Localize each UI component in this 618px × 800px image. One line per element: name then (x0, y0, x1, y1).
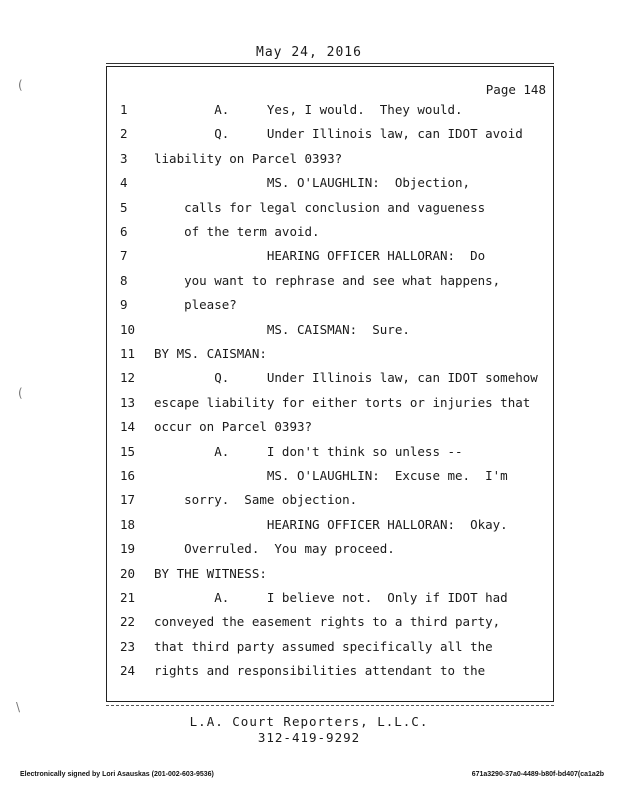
transcript-line (106, 126, 554, 146)
line-number: 10 (120, 321, 136, 337)
line-text: rights and responsibilities attendant to the (154, 663, 486, 679)
transcript-line (106, 492, 554, 512)
line-text: conveyed the easement rights to a third party, (154, 614, 501, 630)
line-text: A. Yes, I would. They would. (154, 102, 463, 117)
line-text: Q. Under Illinois law, can IDOT somehow (154, 370, 538, 386)
line-number: 15 (120, 443, 136, 459)
electronic-signature: Electronically signed by Lori Asauskas (201-002-603-9536) (20, 771, 214, 778)
line-text: escape liability for either torts or injuries that (154, 394, 531, 410)
line-number: 13 (120, 394, 136, 410)
document-hash: 671a3290-37a0-4489-b80f-bd407(ca1a2b (471, 771, 604, 778)
transcript-line (106, 248, 554, 268)
line-text: A. I believe not. Only if IDOT had (154, 590, 508, 605)
line-text: HEARING OFFICER HALLORAN: Do (154, 248, 486, 264)
scan-mark-icon: ( (18, 386, 23, 400)
line-number: 16 (120, 468, 136, 483)
line-number: 23 (120, 638, 136, 654)
line-number: 24 (120, 663, 136, 679)
line-number: 20 (120, 565, 136, 581)
date-header: May 24, 2016 (256, 45, 362, 60)
line-number: 17 (120, 492, 136, 508)
line-text: you want to rephrase and see what happens, (154, 272, 501, 288)
scan-mark-icon: \ (16, 700, 21, 714)
line-number: 7 (120, 248, 128, 264)
line-text: MS. O'LAUGHLIN: Objection, (154, 175, 471, 191)
transcript-line (106, 395, 554, 415)
transcript-line (106, 566, 554, 586)
line-number: 9 (120, 297, 128, 313)
line-text: HEARING OFFICER HALLORAN: Okay. (154, 516, 508, 532)
line-text: calls for legal conclusion and vagueness (154, 199, 486, 215)
transcript-line (106, 370, 554, 390)
line-text: that third party assumed specifically all the (154, 638, 493, 654)
transcript-line (106, 200, 554, 220)
transcript-line (106, 273, 554, 293)
scan-mark-icon: ( (18, 78, 23, 92)
transcript-line (106, 419, 554, 439)
line-number: 6 (120, 224, 128, 239)
transcript-line (106, 444, 554, 464)
transcript-line (106, 517, 554, 537)
transcript-line (106, 468, 554, 488)
line-number: 3 (120, 150, 128, 166)
line-text: of the term avoid. (154, 224, 320, 239)
transcript-line (106, 614, 554, 634)
line-number: 5 (120, 199, 128, 215)
transcript-line (106, 102, 554, 122)
transcript-line (106, 590, 554, 610)
line-text: liability on Parcel 0393? (154, 150, 343, 166)
court-reporter-phone: 312-419-9292 (257, 730, 361, 745)
transcript-line (106, 663, 554, 683)
line-text: Q. Under Illinois law, can IDOT avoid (154, 126, 523, 142)
transcript-line (106, 175, 554, 195)
transcript-line (106, 541, 554, 561)
line-number: 21 (120, 590, 136, 605)
transcript-line (106, 224, 554, 244)
line-number: 4 (120, 175, 128, 191)
transcript-line (106, 151, 554, 171)
line-text: A. I don't think so unless -- (154, 443, 463, 459)
line-text: BY MS. CAISMAN: (154, 346, 267, 361)
line-number: 22 (120, 614, 136, 630)
line-number: 18 (120, 516, 136, 532)
line-number: 1 (120, 102, 128, 117)
line-text: Overruled. You may proceed. (154, 541, 395, 557)
line-number: 12 (120, 370, 136, 386)
line-number: 8 (120, 272, 128, 288)
line-text: please? (154, 297, 237, 313)
line-number: 19 (120, 541, 136, 557)
frame-top-rule (106, 63, 554, 64)
line-number: 14 (120, 419, 136, 435)
transcript-line (106, 297, 554, 317)
transcript-line (106, 322, 554, 342)
line-text: BY THE WITNESS: (154, 565, 267, 581)
frame-bottom-rule (106, 705, 554, 706)
page-number: Page 148 (485, 82, 546, 97)
line-text: MS. CAISMAN: Sure. (154, 321, 410, 337)
line-text: MS. O'LAUGHLIN: Excuse me. I'm (154, 468, 508, 483)
line-text: occur on Parcel 0393? (154, 419, 313, 435)
line-number: 2 (120, 126, 128, 142)
transcript-line (106, 346, 554, 366)
transcript-line (106, 639, 554, 659)
line-number: 11 (120, 346, 136, 361)
line-text: sorry. Same objection. (154, 492, 358, 508)
court-reporter-name: L.A. Court Reporters, L.L.C. (189, 714, 429, 729)
